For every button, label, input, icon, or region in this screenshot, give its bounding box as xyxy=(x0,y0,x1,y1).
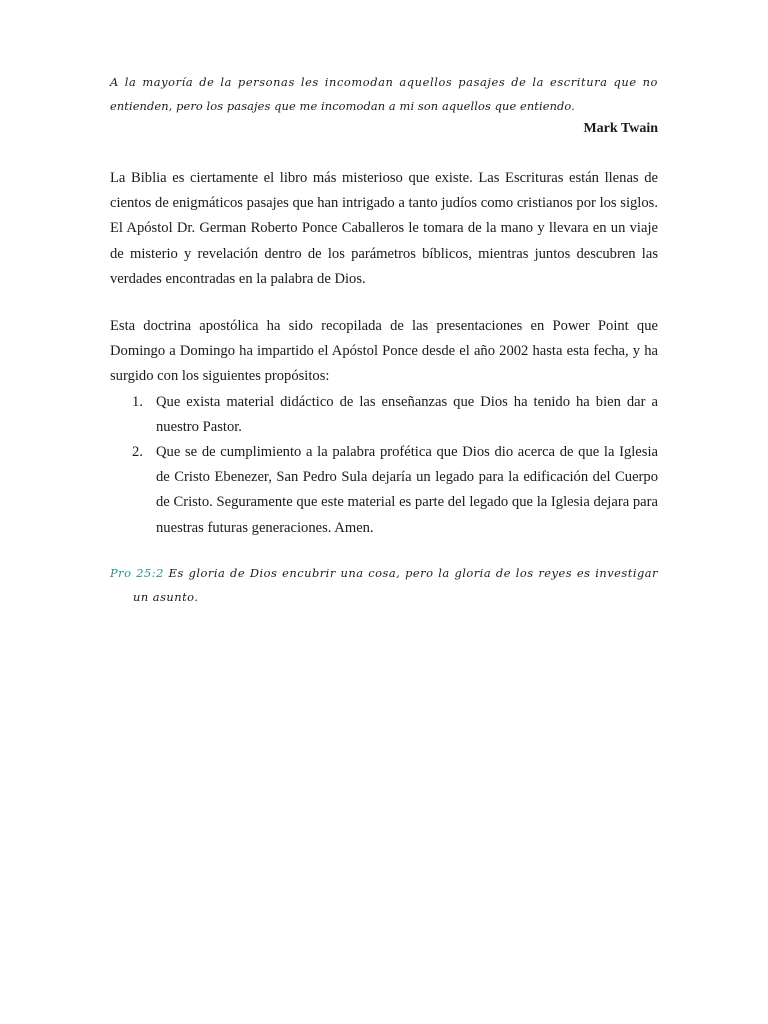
list-item xyxy=(110,390,658,440)
epigraph-quote-line-2: entienden, pero los pasajes que me incomodan a mi son aquellos que entiendo. xyxy=(110,99,575,113)
epigraph-quote-line-1: A la mayoría de la personas les incomodan aquellos pasajes de la escritura que no xyxy=(110,75,658,89)
intro-paragraph: La Biblia es ciertamente el libro más misterioso que existe. Las Escrituras están llenas de cientos de enigmáticos pasajes que han intrigado a tanto judíos como cristianos por los siglos. El Apóstol Dr. German Roberto Ponce Caballeros le tomara de la mano y llevara en un viaje de misterio y revelación dentro de los parámetros bíblicos, mientras juntos descubren las verdades encontradas en la palabra de Dios. xyxy=(110,170,658,287)
list-item-number: 2. xyxy=(132,444,143,461)
list-item-text: Que se de cumplimiento a la palabra profética que Dios dio acerca de que la Iglesia de Cristo Ebenezer, San Pedro Sula dejaría un legado para la edificación del Cuerpo de Cristo. Seguramente que este material es parte del legado que la Iglesia dejara para nuestras futuras generaciones. Amen. xyxy=(156,444,658,536)
purpose-list xyxy=(110,390,658,541)
epigraph-author: Mark Twain xyxy=(583,121,658,136)
list-item-number: 1. xyxy=(132,393,143,410)
verse-text: Es gloria de Dios encubrir una cosa, pero la gloria de los reyes es investigar un asunto. xyxy=(133,565,658,604)
list-item xyxy=(110,440,658,541)
purpose-paragraph: Esta doctrina apostólica ha sido recopilada de las presentaciones en Power Point que Domingo a Domingo ha impartido el Apóstol Ponce desde el año 2002 hasta esta fecha, y ha surgido con los siguientes propósitos: xyxy=(110,318,658,385)
list-item-text: Que exista material didáctico de las enseñanzas que Dios ha tenido ha bien dar a nuestro Pastor. xyxy=(156,393,658,435)
verse-reference-link[interactable]: Pro 25:2 xyxy=(110,565,164,580)
closing-verse xyxy=(110,561,658,609)
document-page xyxy=(110,70,658,620)
